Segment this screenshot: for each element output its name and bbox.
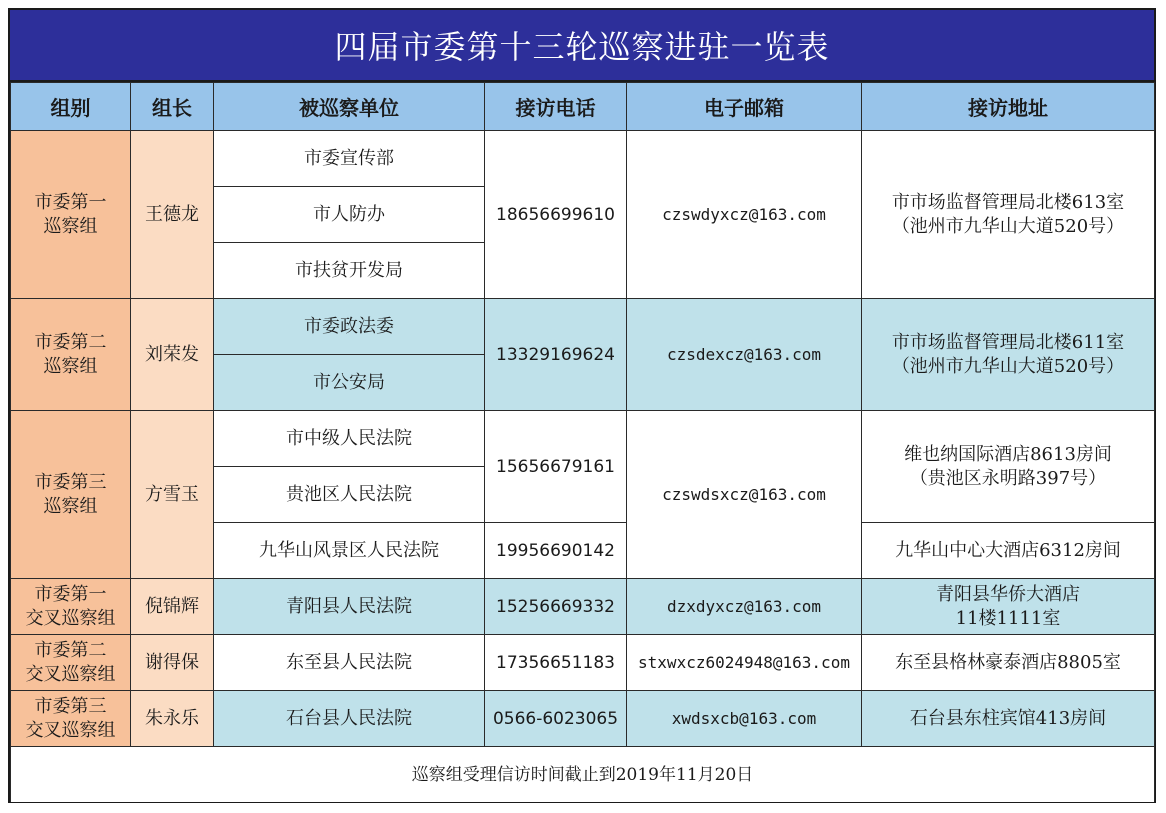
unit-cell: 东至县人民法院 [214, 635, 485, 691]
table-row [11, 691, 1155, 747]
header-address: 接访地址 [862, 83, 1155, 131]
leader-cell: 倪锦辉 [131, 579, 214, 635]
header-unit: 被巡察单位 [214, 83, 485, 131]
document-frame [8, 8, 1156, 803]
unit-cell: 市人防办 [214, 187, 485, 243]
leader-cell: 刘荣发 [131, 299, 214, 411]
table-row [11, 299, 1155, 355]
group-name-cell: 市委第二 交叉巡察组 [11, 635, 131, 691]
phone-cell: 19956690142 [485, 523, 627, 579]
unit-cell: 贵池区人民法院 [214, 467, 485, 523]
phone-cell: 13329169624 [485, 299, 627, 411]
footer-note: 巡察组受理信访时间截止到2019年11月20日 [11, 747, 1155, 803]
leader-cell: 谢得保 [131, 635, 214, 691]
unit-cell: 青阳县人民法院 [214, 579, 485, 635]
leader-cell: 方雪玉 [131, 411, 214, 579]
header-group: 组别 [11, 83, 131, 131]
address-cell: 市市场监督管理局北楼611室 （池州市九华山大道520号） [862, 299, 1155, 411]
header-leader: 组长 [131, 83, 214, 131]
note-row [11, 747, 1155, 803]
email-cell: czswdyxcz@163.com [627, 131, 862, 299]
group-name-cell: 市委第二 巡察组 [11, 299, 131, 411]
phone-cell: 18656699610 [485, 131, 627, 299]
table-row [11, 411, 1155, 467]
address-cell: 石台县东柱宾馆413房间 [862, 691, 1155, 747]
address-cell: 东至县格林豪泰酒店8805室 [862, 635, 1155, 691]
email-cell: czsdexcz@163.com [627, 299, 862, 411]
phone-cell: 0566-6023065 [485, 691, 627, 747]
table-row [11, 579, 1155, 635]
table-row [11, 131, 1155, 187]
address-cell: 青阳县华侨大酒店 11楼1111室 [862, 579, 1155, 635]
unit-cell: 市委政法委 [214, 299, 485, 355]
page-title: 四届市委第十三轮巡察进驻一览表 [10, 10, 1154, 82]
address-cell: 九华山中心大酒店6312房间 [862, 523, 1155, 579]
unit-cell: 市中级人民法院 [214, 411, 485, 467]
leader-cell: 王德龙 [131, 131, 214, 299]
unit-cell: 市委宣传部 [214, 131, 485, 187]
group-name-cell: 市委第三 巡察组 [11, 411, 131, 579]
header-row [11, 83, 1155, 131]
phone-cell: 15256669332 [485, 579, 627, 635]
unit-cell: 市公安局 [214, 355, 485, 411]
address-cell: 维也纳国际酒店8613房间 （贵池区永明路397号） [862, 411, 1155, 523]
table-row [11, 635, 1155, 691]
leader-cell: 朱永乐 [131, 691, 214, 747]
header-phone: 接访电话 [485, 83, 627, 131]
group-name-cell: 市委第一 巡察组 [11, 131, 131, 299]
group-name-cell: 市委第三 交叉巡察组 [11, 691, 131, 747]
group-name-cell: 市委第一 交叉巡察组 [11, 579, 131, 635]
phone-cell: 15656679161 [485, 411, 627, 523]
header-email: 电子邮箱 [627, 83, 862, 131]
unit-cell: 石台县人民法院 [214, 691, 485, 747]
email-cell: stxwxcz6024948@163.com [627, 635, 862, 691]
inspection-table [10, 82, 1155, 802]
unit-cell: 市扶贫开发局 [214, 243, 485, 299]
email-cell: xwdsxcb@163.com [627, 691, 862, 747]
email-cell: czswdsxcz@163.com [627, 411, 862, 579]
phone-cell: 17356651183 [485, 635, 627, 691]
address-cell: 市市场监督管理局北楼613室 （池州市九华山大道520号） [862, 131, 1155, 299]
email-cell: dzxdyxcz@163.com [627, 579, 862, 635]
unit-cell: 九华山风景区人民法院 [214, 523, 485, 579]
